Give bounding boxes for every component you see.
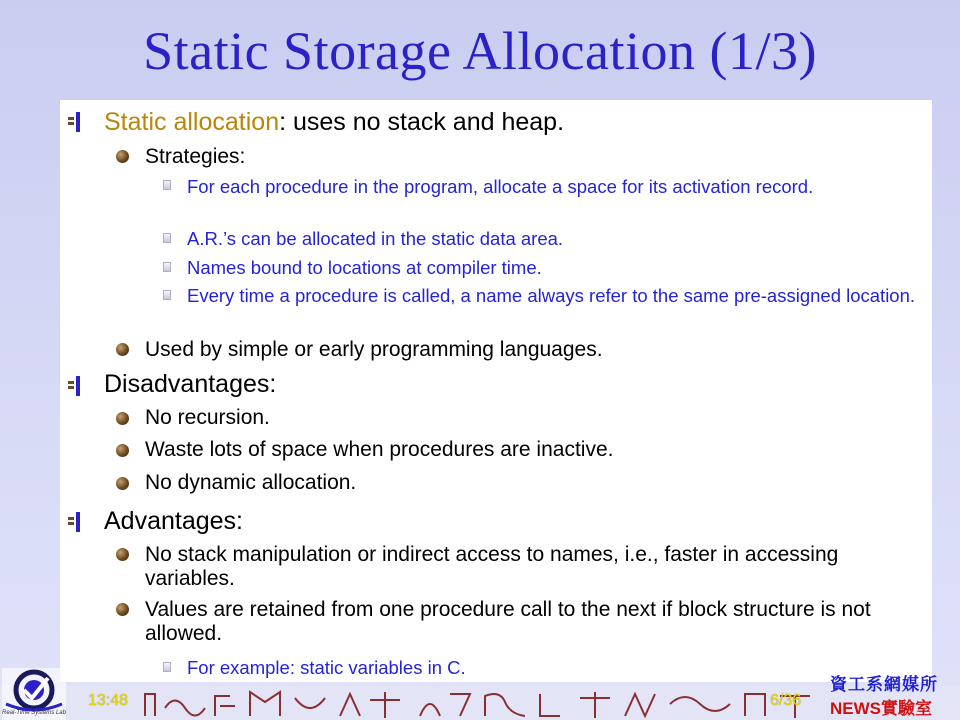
bullet-static-allocation [104, 108, 564, 137]
level3-bullet-icon [163, 262, 171, 272]
level3-bullet-icon [163, 233, 171, 243]
highlight-term: Static allocation [104, 108, 280, 136]
bullet-pre-assigned-location: Every time a procedure is called, a name always refer to the same pre-assigned location. [187, 285, 916, 306]
bullet-strategies: Strategies: [145, 145, 246, 168]
bullet-compiler-time: Names bound to locations at compiler time. [187, 257, 542, 278]
level1-bullet-icon [68, 512, 88, 532]
level2-bullet-icon [116, 548, 129, 561]
footer-department: 資工系網媒所 [830, 675, 938, 694]
lab-logo-text: Real-Time Systems Lab [2, 710, 66, 716]
heading-disadvantages: Disadvantages: [104, 370, 277, 398]
footer-decoration-icon [140, 688, 820, 720]
bullet-no-dynamic: No dynamic allocation. [145, 471, 357, 494]
level2-bullet-icon [116, 150, 129, 163]
heading-advantages: Advantages: [104, 507, 243, 535]
bullet-static-variables-example: For example: static variables in C. [187, 657, 466, 678]
bullet-values-retained: Values are retained from one procedure call to the next if block structure is not allowed. [145, 598, 871, 645]
bullet-early-languages: Used by simple or early programming languages. [145, 338, 603, 361]
footer-page-number: 6/36 [770, 692, 802, 709]
level3-bullet-icon [163, 290, 171, 300]
bullet-waste-space: Waste lots of space when procedures are inactive. [145, 438, 614, 461]
level2-bullet-icon [116, 477, 129, 490]
level1-bullet-icon [68, 376, 88, 396]
level3-bullet-icon [163, 180, 171, 190]
bullet-static-data-area: A.R.’s can be allocated in the static data area. [187, 228, 564, 249]
bullet-no-stack-manipulation: No stack manipulation or indirect access to names, i.e., faster in accessing variables. [145, 543, 839, 590]
footer-time: 13:48 [88, 692, 129, 709]
level2-bullet-icon [116, 412, 129, 425]
bullet-activation-record: For each procedure in the program, allocate a space for its activation record. [187, 176, 814, 197]
level2-bullet-icon [116, 444, 129, 457]
level2-bullet-icon [116, 343, 129, 356]
bullet-no-recursion: No recursion. [145, 406, 270, 429]
level3-bullet-icon [163, 662, 171, 672]
bullet-text: : uses no stack and heap. [279, 108, 565, 136]
level2-bullet-icon [116, 603, 129, 616]
level1-bullet-icon [68, 112, 88, 132]
footer-lab-name: NEWS實驗室 [830, 699, 932, 718]
slide-title: Static Storage Allocation (1/3) [143, 21, 817, 81]
